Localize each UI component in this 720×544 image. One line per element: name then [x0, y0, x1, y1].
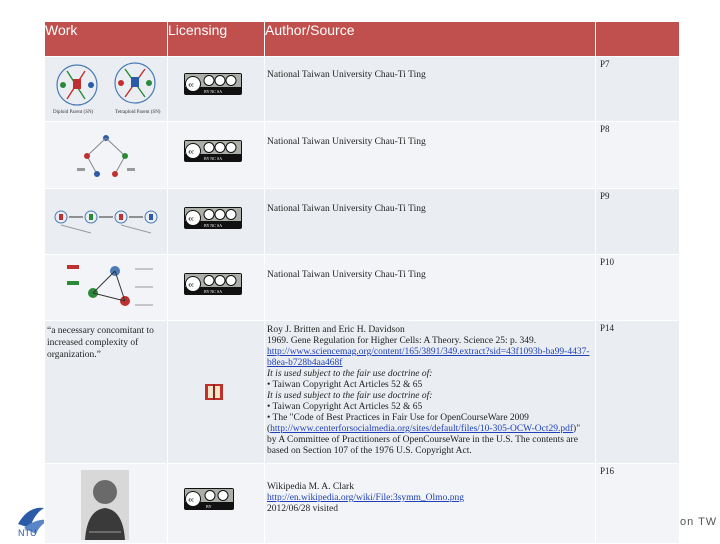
svg-text:cc: cc	[188, 497, 194, 504]
fair-use-article: • Taiwan Copyright Act Articles 52 & 65	[267, 380, 423, 390]
page-number: P8	[596, 122, 680, 189]
source-cell	[265, 255, 596, 321]
citation-link[interactable]: http://www.sciencemag.org/content/165/3891/349.extract?sid=43f1093b-ba99-4437-b8ea-b728b4aa468f	[267, 347, 590, 368]
source-cell	[265, 189, 596, 255]
header-work: Work	[45, 22, 168, 57]
table-row	[45, 57, 680, 122]
work-thumbnail-cell	[45, 122, 168, 189]
license-cell	[168, 122, 265, 189]
license-cell	[168, 255, 265, 321]
cc-by-nc-sa-icon	[184, 140, 242, 162]
network-diagram-thumbnail	[73, 128, 139, 184]
source-cell	[265, 464, 596, 544]
cc-by-nc-sa-icon	[184, 73, 242, 95]
header-author-source: Author/Source	[265, 22, 596, 57]
cc-by-nc-sa-icon	[184, 207, 242, 229]
citation-authors: Wikipedia M. A. Clark	[267, 482, 354, 492]
table-header-row	[45, 22, 680, 57]
work-thumbnail-cell	[45, 464, 168, 544]
ocw-code-link[interactable]: http://www.centerforsocialmedia.org/sites/default/files/10-305-OCW-Oct29.pdf	[270, 424, 574, 434]
work-quote-cell	[45, 321, 168, 464]
citation-visited: 2012/06/28 visited	[267, 504, 338, 514]
svg-text:NTU: NTU	[18, 528, 37, 538]
svg-text:cc: cc	[188, 149, 194, 156]
work-thumbnail-cell	[45, 189, 168, 255]
table-row	[45, 255, 680, 321]
page-number: P16	[596, 464, 680, 544]
page-number: P7	[596, 57, 680, 122]
license-cell	[168, 321, 265, 464]
fair-use-article: • Taiwan Copyright Act Articles 52 & 65	[267, 402, 423, 412]
fair-use-note: It is used subject to the fair use doctrine of:	[267, 369, 433, 379]
source-cell	[265, 57, 596, 122]
svg-text:BY NC SA: BY NC SA	[204, 156, 223, 161]
regulation-diagram-thumbnail	[63, 261, 157, 317]
source-citation	[265, 464, 595, 515]
page-number: P9	[596, 189, 680, 255]
work-quote: “a necessary concomitant to increased complexity of organization.”	[47, 326, 154, 360]
portrait-photo-thumbnail	[81, 470, 129, 540]
source-cell	[265, 122, 596, 189]
table-row	[45, 464, 680, 544]
attribution-table	[44, 21, 680, 544]
fair-use-book-icon	[204, 383, 224, 401]
ocw-code-text: • The "Code of Best Practices in Fair Use for OpenCourseWare 2009 (	[267, 413, 529, 434]
svg-text:cc: cc	[188, 216, 194, 223]
citation-title: 1969. Gene Regulation for Higher Cells: A Theory. Science 25: p. 349.	[267, 336, 537, 346]
citation-authors: Roy J. Britten and Eric H. Davidson	[267, 325, 405, 335]
license-cell	[168, 57, 265, 122]
svg-text:BY NC SA: BY NC SA	[204, 223, 223, 228]
svg-text:cc: cc	[188, 82, 194, 89]
cc-by-nc-sa-icon	[184, 273, 242, 295]
table-row	[45, 321, 680, 464]
license-cell	[168, 189, 265, 255]
page-number: P10	[596, 255, 680, 321]
source-text: National Taiwan University Chau-Ti Ting	[267, 204, 426, 214]
source-cell	[265, 321, 596, 464]
network-diagram-thumbnail	[51, 61, 168, 117]
svg-text:cc: cc	[188, 282, 194, 289]
license-cell	[168, 464, 265, 544]
source-text: National Taiwan University Chau-Ti Ting	[267, 70, 426, 80]
work-thumbnail-cell	[45, 255, 168, 321]
pathway-diagram-thumbnail	[51, 203, 165, 237]
source-text: National Taiwan University Chau-Ti Ting	[267, 270, 426, 280]
header-licensing: Licensing	[168, 22, 265, 57]
svg-text:BY NC SA: BY NC SA	[204, 89, 223, 94]
table-row	[45, 122, 680, 189]
svg-text:Diploid Parent (SN): Diploid Parent (SN)	[53, 110, 94, 115]
header-page	[596, 22, 680, 57]
fair-use-note: It is used subject to the fair use doctrine of:	[267, 391, 433, 401]
source-text: National Taiwan University Chau-Ti Ting	[267, 137, 426, 147]
work-thumbnail-cell	[45, 57, 168, 122]
ocw-logo-text: on TW	[680, 516, 718, 528]
svg-text:t: t	[666, 470, 680, 513]
ocw-code-note	[267, 413, 591, 457]
cc-by-icon	[184, 488, 234, 510]
svg-text:BY: BY	[206, 504, 212, 509]
source-citation	[265, 321, 595, 457]
ocw-code-text-end: )" by A Committee of Practitioners of OpenCourseWare in the U.S. The contents are based on Section 107 of the 1976 U.S. Copyright Act.	[267, 424, 581, 456]
citation-link[interactable]: http://en.wikipedia.org/wiki/File:3symm_Olmo.png	[267, 493, 464, 503]
svg-text:BY NC SA: BY NC SA	[204, 289, 223, 294]
page-number: P14	[596, 321, 680, 464]
table-row	[45, 189, 680, 255]
svg-text:Tetraploid Parent (SN): Tetraploid Parent (SN)	[115, 110, 161, 115]
